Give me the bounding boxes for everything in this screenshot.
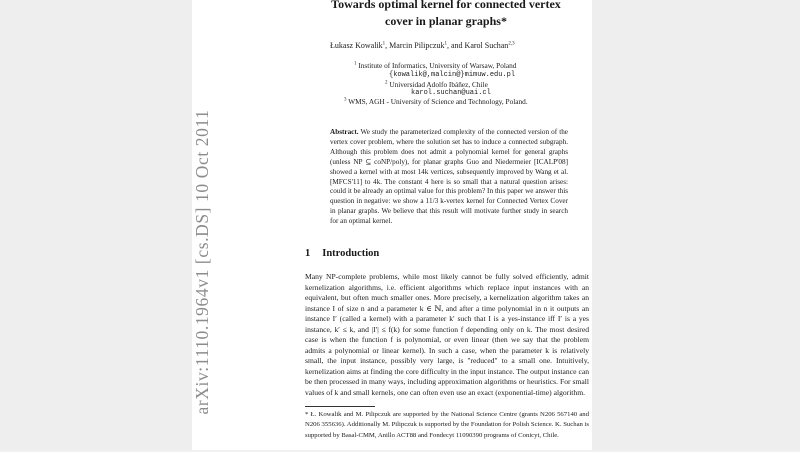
footnote: * Ł. Kowalik and M. Pilipczuk are supported by the National Science Centre (grants N206 567140 and N206 355636). Additionally M. Pilipczuk is supported by the Foundation for Polish Science. K. Suchan is supported by Basal-CMM, Anillo ACT88 and Fondecyt 11090390 programs of Conicyt, Chile. (305, 411, 590, 439)
affiliation-1: $^1$ Institute of Informatics, University of Warsaw, Poland (354, 61, 517, 70)
abstract (330, 128, 568, 227)
right-margin-panel (592, 0, 800, 450)
author-2-sup: 1 (444, 41, 447, 47)
author-2: Marcin Pilipczuk (389, 41, 445, 50)
author-1: Łukasz Kowalik (330, 41, 383, 50)
paper-title: Towards optimal kernel for connected vertex cover in planar graphs* (331, 0, 561, 28)
author-3-sup: 2,3 (508, 41, 515, 47)
abstract-body: We study the parameterized complexity of the connected version of the vertex cover problem, where the solution set has to induce a connected subgraph. Although this problem does not admit a polynomial kernel for general graphs (unless NP ⊆ coNP/poly), for planar graphs Guo and Niedermeier [ICALP'08] showed a kernel with at most 14k vertices, subsequently improved by Wang et al. [MFCS'11] to 4k. The constant 4 here is so small that a natural question arises: could it be already an optimal value for this problem? In this paper we answer this question in negative: we show a 11/3 k-vertex kernel for Connected Vertex Cover in planar graphs. We believe that this result will motivate further study in search for an optimal kernel. (330, 128, 568, 226)
abstract-heading: Abstract. (330, 128, 359, 136)
footnote-rule (305, 406, 375, 407)
affiliation-2: $^2$ Universidad Adolfo Ibáñez, Chile (385, 80, 488, 89)
section-number: 1 (305, 248, 311, 259)
affiliation-2-email: karol.suchan@uai.cl (411, 89, 491, 97)
section-heading (305, 248, 379, 259)
left-margin-panel (0, 0, 208, 450)
introduction-paragraph: Many NP-complete problems, while most likely cannot be fully solved efficiently, admit kernelization algorithms, i.e. efficient algorithms which replace input instances with an equivalent, but often much smaller ones. More precisely, a kernelization algorithm takes an instance I of size n and a parameter k ∈ ℕ, and after a time polynomial in n it outputs an instance I′ (called a kernel) with a parameter k′ such that I is a yes-instance iff I′ is a yes instance, k′ ≤ k, and |I′| ≤ f(k) for some function f depending only on k. The most desired case is when the function f is polynomial, or even linear (then we say that the problem admits a polynomial or linear kernel). In such a case, when the parameter k is relatively small, the input instance, possibly very large, is "reduced" to a small one. Intuitively, kernelization aims at finding the core difficulty in the input instance. The output instance can be then processed in many ways, including approximation algorithms or heuristics. For small values of k and small kernels, one can often even use an exact (exponential-time) algorithm. (305, 272, 589, 398)
arxiv-stamp: arXiv:1110.1964v1 [cs.DS] 10 Oct 2011 (192, 109, 212, 415)
affiliation-3: $^3$ WMS, AGH - University of Science and Technology, Poland. (344, 97, 528, 106)
section-title: Introduction (322, 248, 380, 259)
author-3: and Karol Suchan (450, 41, 509, 50)
author-1-sup: 1 (382, 41, 386, 47)
affiliation-1-email: {kowalik@,malcin@}mimuw.edu.pl (389, 71, 516, 79)
authors: Łukasz Kowalik$^1$, Marcin Pilipczuk$^1$, and Karol Suchan$^{2,3}$ (330, 41, 515, 50)
